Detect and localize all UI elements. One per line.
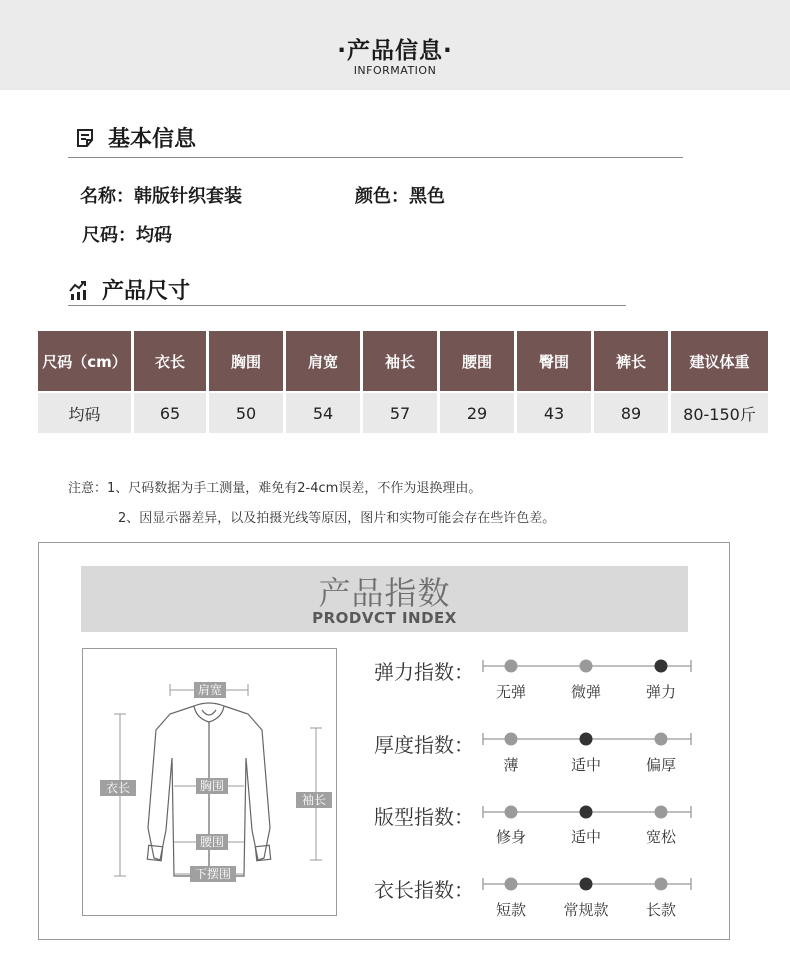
table-cell: 43 [517, 393, 591, 433]
divider [68, 157, 683, 158]
table-cell: 50 [209, 393, 283, 433]
table-header-row [38, 331, 771, 391]
table-header-cell: 腰围 [440, 331, 514, 391]
table-cell: 57 [363, 393, 437, 433]
scale-dot [655, 733, 668, 746]
table-cell: 89 [594, 393, 668, 433]
length-label: 衣长 [105, 781, 131, 795]
table-cell: 65 [134, 393, 206, 433]
size-title: 产品尺寸 [102, 279, 191, 304]
scale-option: 微弹 [570, 683, 601, 701]
scale-label: 版型指数： [374, 805, 474, 829]
scale-option: 宽松 [645, 828, 676, 846]
scale-dot [655, 660, 668, 673]
table-header-cell: 袖长 [363, 331, 437, 391]
scale-option: 适中 [570, 828, 601, 846]
scale-track [481, 656, 693, 676]
scale-option: 适中 [570, 756, 601, 774]
product-name: 名称：韩版针织套装 [80, 186, 242, 207]
table-header-cell: 胸围 [209, 331, 283, 391]
chest-label: 胸围 [199, 779, 225, 793]
scale-option: 薄 [503, 756, 519, 774]
table-cell: 均码 [38, 393, 131, 433]
note-line-2: 2、因显示器差异，以及拍摄光线等原因，图片和实物可能会存在些许色差。 [118, 511, 556, 526]
scale-dot [655, 806, 668, 819]
shoulder-label: 肩宽 [197, 683, 223, 697]
scale-dot [580, 878, 593, 891]
scale-dot [655, 878, 668, 891]
scale-option: 无弹 [495, 683, 526, 701]
scale-track [481, 729, 693, 749]
scale-label: 弹力指数： [374, 660, 474, 684]
scale-dot [580, 660, 593, 673]
scale-dot [580, 806, 593, 819]
basic-info-title: 基本信息 [108, 127, 197, 152]
product-index-title: 产品指数 [318, 574, 451, 612]
sleeve-label: 袖长 [301, 793, 327, 807]
waist-label: 腰围 [199, 835, 225, 849]
size-table [38, 331, 771, 433]
scale-option: 短款 [495, 901, 526, 919]
table-cell: 54 [286, 393, 360, 433]
scale-track [481, 874, 693, 894]
scale-dot [505, 806, 518, 819]
scale-option: 弹力 [645, 683, 676, 701]
product-color: 颜色：黑色 [355, 186, 445, 207]
scale-option: 修身 [495, 828, 526, 846]
scale-option: 长款 [645, 901, 676, 919]
shirt-diagram [82, 648, 337, 916]
table-header-cell: 臀围 [517, 331, 591, 391]
product-size: 尺码：均码 [82, 225, 172, 246]
table-cell: 29 [440, 393, 514, 433]
divider [68, 305, 626, 306]
table-header-cell: 肩宽 [286, 331, 360, 391]
scale-dot [505, 660, 518, 673]
scale-label: 衣长指数： [374, 878, 474, 902]
note-line-1: 注意：1、尺码数据为手工测量，难免有2-4cm误差，不作为退换理由。 [68, 481, 482, 496]
table-header-cell: 建议体重 [671, 331, 768, 391]
page-title: ·产品信息· [337, 38, 453, 64]
page-subtitle: INFORMATION [353, 64, 437, 77]
scale-option: 常规款 [563, 901, 609, 919]
table-header-cell: 尺码（cm） [38, 331, 131, 391]
basic-info-heading [74, 122, 196, 153]
scale-dot [505, 878, 518, 891]
document-icon [74, 127, 96, 149]
size-heading [68, 274, 190, 305]
table-row [38, 393, 771, 433]
table-header-cell: 衣长 [134, 331, 206, 391]
scale-dot [505, 733, 518, 746]
scale-track [481, 802, 693, 822]
chart-icon [68, 279, 90, 301]
scale-dot [580, 733, 593, 746]
scale-option: 偏厚 [645, 756, 676, 774]
table-cell: 80-150斤 [671, 393, 768, 433]
table-header-cell: 裤长 [594, 331, 668, 391]
hem-label: 下摆围 [194, 867, 232, 881]
product-index-subtitle: PRODVCT INDEX [312, 609, 457, 627]
scale-label: 厚度指数： [374, 733, 474, 757]
